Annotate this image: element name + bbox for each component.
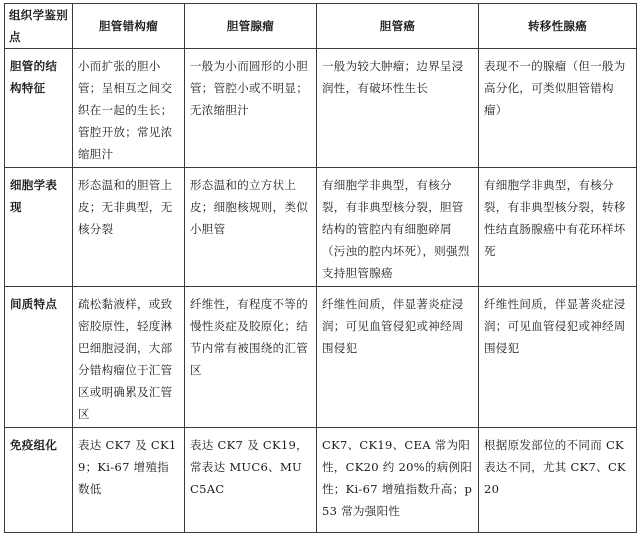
row-label-immunohistochemistry: 免疫组化 (5, 428, 73, 533)
header-bile-duct-hamartoma: 胆管错构瘤 (73, 4, 185, 49)
header-metastatic-adenocarcinoma: 转移性腺癌 (479, 4, 637, 49)
table-row (5, 49, 637, 168)
row-label-duct-structure: 胆管的结构特征 (5, 49, 73, 168)
table-cell: 根据原发部位的不同而 CK 表达不同，尤其 CK7、CK20 (479, 428, 637, 533)
table-cell: 纤维性间质，伴显著炎症浸润；可见血管侵犯或神经周围侵犯 (317, 287, 479, 428)
table-cell: 表现不一的腺瘤（但一般为高分化，可类似胆管错构瘤） (479, 49, 637, 168)
table-row (5, 428, 637, 533)
differential-diagnosis-table (4, 3, 637, 533)
table-cell: CK7、CK19、CEA 常为阳性，CK20 约 20%的病例阳性；Ki-67 增殖指数升高；p53 常为强阳性 (317, 428, 479, 533)
table-header-row (5, 4, 637, 49)
table-row (5, 287, 637, 428)
table-cell: 形态温和的立方状上皮；细胞核规则，类似小胆管 (185, 168, 317, 287)
table-row (5, 168, 637, 287)
table-cell: 有细胞学非典型，有核分裂，有非典型核分裂，转移性结直肠腺癌中有花环样坏死 (479, 168, 637, 287)
table-cell: 纤维性间质，伴显著炎症浸润；可见血管侵犯或神经周围侵犯 (479, 287, 637, 428)
table-cell: 疏松黏液样，或致密胶原性，轻度淋巴细胞浸润，大部分错构瘤位于汇管区或明确累及汇管区 (73, 287, 185, 428)
table-cell: 表达 CK7 及 CK19，常表达 MUC6、MUC5AC (185, 428, 317, 533)
row-label-stroma: 间质特点 (5, 287, 73, 428)
header-bile-duct-adenoma: 胆管腺瘤 (185, 4, 317, 49)
header-histologic-feature: 组织学鉴别点 (5, 4, 73, 49)
table-cell: 纤维性，有程度不等的慢性炎症及胶原化；结节内常有被围绕的汇管区 (185, 287, 317, 428)
table-cell: 形态温和的胆管上皮；无非典型，无核分裂 (73, 168, 185, 287)
table-cell: 小而扩张的胆小管；呈相互之间交织在一起的生长；管腔开放；常见浓缩胆汁 (73, 49, 185, 168)
table-cell: 一般为小而圆形的小胆管；管腔小或不明显；无浓缩胆汁 (185, 49, 317, 168)
table-cell: 有细胞学非典型，有核分裂，有非典型核分裂，胆管结构的管腔内有细胞碎屑（污浊的腔内坏死），则强烈支持胆管腺癌 (317, 168, 479, 287)
table-cell: 一般为较大肿瘤；边界呈浸润性，有破坏性生长 (317, 49, 479, 168)
header-cholangiocarcinoma: 胆管癌 (317, 4, 479, 49)
table-cell: 表达 CK7 及 CK19；Ki-67 增殖指数低 (73, 428, 185, 533)
row-label-cytology: 细胞学表现 (5, 168, 73, 287)
